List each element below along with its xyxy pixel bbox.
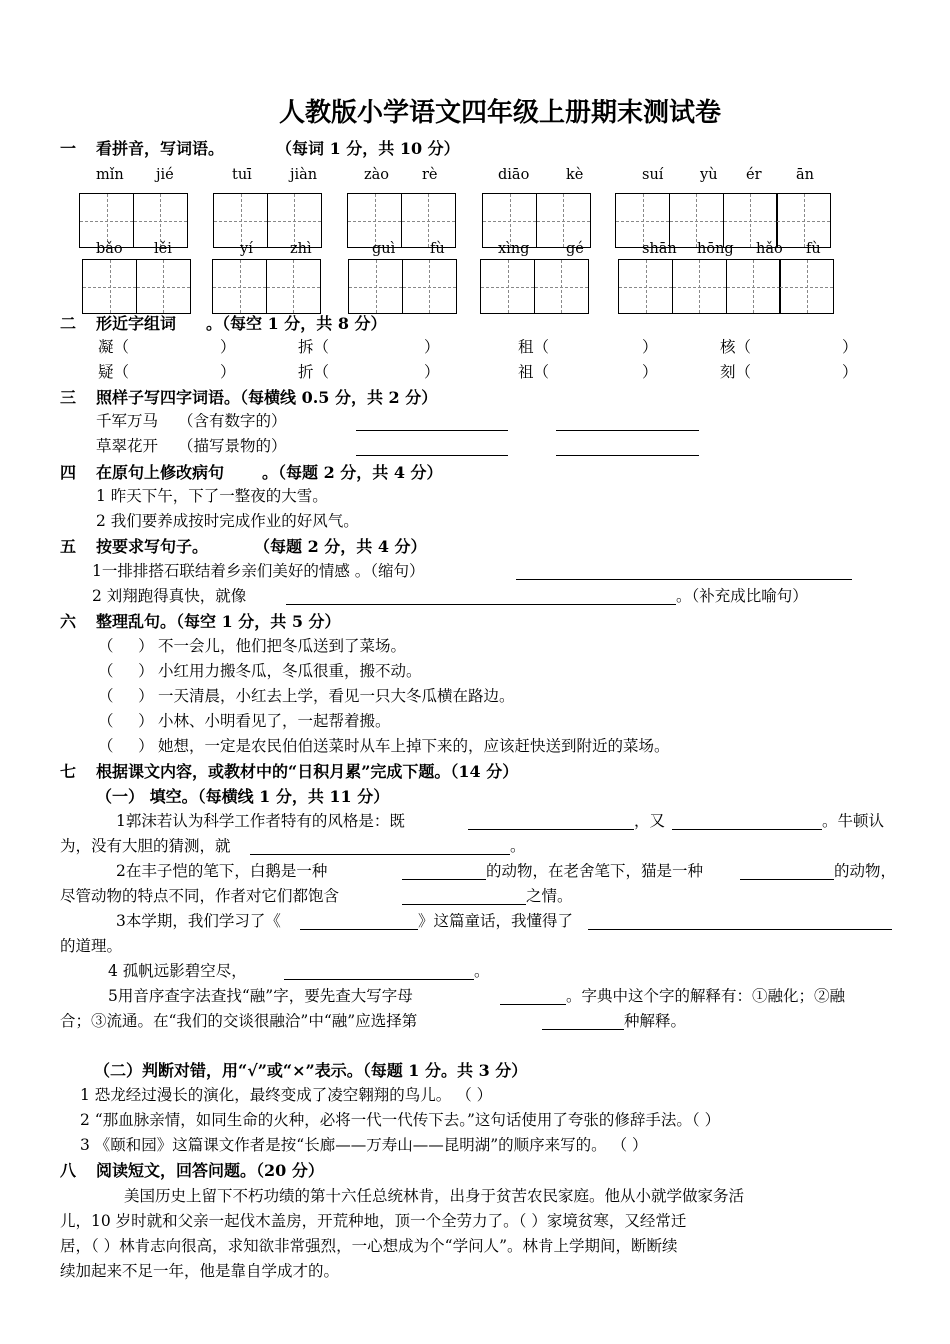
section-4-heading: 在原句上修改病句 bbox=[96, 463, 225, 482]
order-item: 小林、小明看见了，一起帮着搬。 bbox=[158, 712, 391, 730]
order-bracket[interactable]: （ ） bbox=[98, 662, 154, 680]
example-word: 千军万马 bbox=[96, 412, 159, 430]
pinyin: tuī bbox=[232, 167, 252, 183]
section-5-heading: 按要求写句子。 bbox=[96, 537, 209, 556]
answer-line[interactable] bbox=[356, 430, 508, 431]
example-word: 草翠花开 bbox=[96, 437, 159, 455]
pinyin: ér bbox=[746, 167, 762, 183]
answer-line[interactable] bbox=[500, 1004, 566, 1005]
order-item: 她想，一定是农民伯伯送菜时从车上掉下来的，应该赶快送到附近的菜场。 bbox=[158, 737, 670, 755]
char-bracket[interactable]: ） bbox=[424, 363, 440, 381]
page-title: 人教版小学语文四年级上册期末测试卷 bbox=[278, 98, 721, 128]
pinyin: kè bbox=[566, 167, 584, 183]
fill-question: 之情。 bbox=[526, 887, 573, 905]
judge-item[interactable]: 2 “那血脉亲情，如同生命的火种，必将一代一代传下去。”这句话使用了夸张的修辞手法。（ ） bbox=[80, 1111, 721, 1129]
answer-line[interactable] bbox=[286, 604, 676, 605]
pinyin: yí bbox=[240, 241, 253, 257]
pinyin: fù bbox=[430, 241, 445, 257]
pinyin: jié bbox=[156, 167, 174, 183]
sentence-hint: 。（补充成比喻句） bbox=[676, 587, 808, 605]
pinyin: zào bbox=[364, 167, 390, 183]
pinyin: hǎo bbox=[756, 241, 783, 257]
writing-grid[interactable] bbox=[212, 259, 321, 314]
char-bracket[interactable]: ） bbox=[424, 338, 440, 356]
sentence-item: 2 刘翔跑得真快，就像 bbox=[92, 587, 247, 605]
answer-line[interactable] bbox=[556, 430, 699, 431]
subsection-heading: （一） 填空。（每横线 1 分，共 11 分） bbox=[96, 787, 390, 806]
fill-question: 。 bbox=[474, 962, 490, 980]
section-8-heading: 阅读短文，回答问题。（20 分） bbox=[96, 1161, 324, 1180]
answer-line[interactable] bbox=[402, 904, 526, 905]
char-prompt: 租（ bbox=[518, 338, 550, 356]
pinyin: fù bbox=[806, 241, 821, 257]
char-prompt: 折（ bbox=[298, 363, 330, 381]
writing-grid[interactable] bbox=[480, 259, 589, 314]
example-hint: （描写景物的） bbox=[178, 437, 287, 455]
section-7-number: 七 bbox=[60, 762, 77, 781]
pinyin: gé bbox=[566, 241, 584, 257]
pinyin: diāo bbox=[498, 167, 530, 183]
fill-question: ，又 bbox=[634, 812, 666, 830]
writing-grid[interactable] bbox=[618, 259, 834, 314]
judge-item[interactable]: 1 恐龙经过漫长的演化，最终变成了凌空翱翔的鸟儿。 （ ） bbox=[80, 1086, 493, 1104]
section-3-heading: 照样子写四字词语。（每横线 0.5 分，共 2 分） bbox=[96, 388, 438, 407]
fill-question: 的动物， bbox=[834, 862, 897, 880]
writing-grid[interactable] bbox=[482, 193, 591, 248]
char-bracket[interactable]: ） bbox=[842, 363, 858, 381]
char-prompt: 刻（ bbox=[720, 363, 752, 381]
fill-question: 》这篇童话，我懂得了 bbox=[418, 912, 574, 930]
order-item: 一天清晨，小红去上学，看见一只大冬瓜横在路边。 bbox=[158, 687, 515, 705]
answer-line[interactable] bbox=[542, 1029, 624, 1030]
subsection-heading: （二）判断对错，用“√”或“×”表示。（每题 1 分。共 3 分） bbox=[94, 1061, 528, 1080]
fill-question: 的道理。 bbox=[60, 937, 123, 955]
order-bracket[interactable]: （ ） bbox=[98, 637, 154, 655]
pinyin: suí bbox=[642, 167, 664, 183]
answer-line[interactable] bbox=[516, 579, 852, 580]
pinyin: jiàn bbox=[290, 167, 318, 183]
fill-question: 5用音序查字法查找“融”字，要先查大写字母 bbox=[108, 987, 413, 1005]
answer-line[interactable] bbox=[672, 829, 822, 830]
fill-question: 合；③流通。在“我们的交谈很融洽”中“融”应选择第 bbox=[60, 1012, 418, 1030]
pinyin: hōng bbox=[697, 241, 734, 257]
char-prompt: 凝（ bbox=[98, 338, 130, 356]
reading-paragraph-line: 续加起来不足一年，他是靠自学成才的。 bbox=[60, 1262, 340, 1280]
answer-line[interactable] bbox=[284, 979, 474, 980]
answer-line[interactable] bbox=[250, 854, 510, 855]
answer-line[interactable] bbox=[740, 879, 834, 880]
writing-grid[interactable] bbox=[615, 193, 831, 248]
fill-question: 4 孤帆远影碧空尽， bbox=[108, 962, 247, 980]
pinyin: ān bbox=[796, 167, 814, 183]
pinyin: rè bbox=[422, 167, 438, 183]
section-4-score: 。（每题 2 分，共 4 分） bbox=[262, 463, 443, 482]
pinyin: shān bbox=[642, 241, 677, 257]
char-prompt: 疑（ bbox=[98, 363, 130, 381]
order-bracket[interactable]: （ ） bbox=[98, 737, 154, 755]
answer-line[interactable] bbox=[588, 929, 892, 930]
answer-line[interactable] bbox=[468, 829, 634, 830]
answer-line[interactable] bbox=[556, 455, 699, 456]
fill-question: 。牛顿认 bbox=[822, 812, 885, 830]
section-1-heading: 看拼音，写词语。 bbox=[96, 139, 225, 158]
section-6-heading: 整理乱句。（每空 1 分，共 5 分） bbox=[96, 612, 341, 631]
section-7-heading: 根据课文内容，或教材中的“日积月累”完成下题。（14 分） bbox=[96, 762, 519, 781]
pinyin: xìng bbox=[498, 241, 530, 257]
fill-question: 为，没有大胆的猜测，就 bbox=[60, 837, 231, 855]
fill-question: 1郭沫若认为科学工作者特有的风格是：既 bbox=[116, 812, 405, 830]
reading-paragraph-line: 居，（ ）林肯志向很高，求知欲非常强烈，一心想成为个“学问人”。林肯上学期间，断断续 bbox=[60, 1237, 678, 1255]
section-5-number: 五 bbox=[60, 537, 77, 556]
order-item: 小红用力搬冬瓜，冬瓜很重，搬不动。 bbox=[158, 662, 422, 680]
pinyin: mǐn bbox=[96, 167, 124, 183]
char-prompt: 核（ bbox=[720, 338, 752, 356]
answer-line[interactable] bbox=[356, 455, 508, 456]
fill-question: 。 bbox=[510, 837, 526, 855]
fill-question: 3本学期，我们学习了《 bbox=[116, 912, 281, 930]
order-item: 不一会儿，他们把冬瓜送到了菜场。 bbox=[158, 637, 407, 655]
char-bracket[interactable]: ） bbox=[220, 338, 236, 356]
section-5-score: （每题 2 分，共 4 分） bbox=[254, 537, 427, 556]
answer-line[interactable] bbox=[402, 879, 486, 880]
section-1-number: 一 bbox=[60, 139, 77, 158]
section-3-number: 三 bbox=[60, 388, 77, 407]
reading-paragraph-line: 美国历史上留下不朽功绩的第十六任总统林肯，出身于贫苦农民家庭。他从小就学做家务活 bbox=[124, 1187, 745, 1205]
fill-question: 2在丰子恺的笔下，白鹅是一种 bbox=[116, 862, 328, 880]
char-prompt: 祖（ bbox=[518, 363, 550, 381]
answer-line[interactable] bbox=[300, 929, 418, 930]
section-2-score: 。（每空 1 分，共 8 分） bbox=[206, 314, 387, 333]
char-bracket[interactable]: ） bbox=[220, 363, 236, 381]
section-2-heading: 形近字组词 bbox=[96, 314, 177, 333]
section-6-number: 六 bbox=[60, 612, 77, 631]
writing-grid[interactable] bbox=[213, 193, 322, 248]
pinyin: yù bbox=[700, 167, 718, 183]
section-2-number: 二 bbox=[60, 314, 77, 333]
writing-grid[interactable] bbox=[347, 193, 456, 248]
pinyin: guì bbox=[372, 241, 396, 257]
char-bracket[interactable]: ） bbox=[842, 338, 858, 356]
sentence-item[interactable]: 2 我们要养成按时完成作业的好风气。 bbox=[96, 512, 359, 530]
writing-grid[interactable] bbox=[348, 259, 457, 314]
sentence-item: 1一排排搭石联结着乡亲们美好的情感 。（缩句） bbox=[92, 562, 425, 580]
pinyin: lěi bbox=[154, 241, 172, 257]
writing-grid[interactable] bbox=[82, 259, 191, 314]
order-bracket[interactable]: （ ） bbox=[98, 687, 154, 705]
fill-question: 尽管动物的特点不同，作者对它们都饱含 bbox=[60, 887, 340, 905]
char-bracket[interactable]: ） bbox=[642, 363, 658, 381]
fill-question: 的动物，在老舍笔下，猫是一种 bbox=[486, 862, 704, 880]
writing-grid[interactable] bbox=[79, 193, 188, 248]
section-4-number: 四 bbox=[60, 463, 77, 482]
char-prompt: 拆（ bbox=[298, 338, 330, 356]
fill-question: 种解释。 bbox=[624, 1012, 687, 1030]
judge-item[interactable]: 3 《颐和园》这篇课文作者是按“长廊——万寿山——昆明湖”的顺序来写的。 （ ） bbox=[80, 1136, 648, 1154]
order-bracket[interactable]: （ ） bbox=[98, 712, 154, 730]
section-1-score: （每词 1 分，共 10 分） bbox=[276, 139, 460, 158]
char-bracket[interactable]: ） bbox=[642, 338, 658, 356]
pinyin: bǎo bbox=[96, 241, 123, 257]
section-8-number: 八 bbox=[60, 1161, 77, 1180]
sentence-item[interactable]: 1 昨天下午，下了一整夜的大雪。 bbox=[96, 487, 328, 505]
reading-paragraph-line: 儿，10 岁时就和父亲一起伐木盖房，开荒种地，顶一个全劳力了。（ ）家境贫寒，又经常迁 bbox=[60, 1212, 687, 1230]
example-hint: （含有数字的） bbox=[178, 412, 287, 430]
fill-question: 。字典中这个字的解释有：①融化；②融 bbox=[566, 987, 846, 1005]
pinyin: zhì bbox=[290, 241, 312, 257]
